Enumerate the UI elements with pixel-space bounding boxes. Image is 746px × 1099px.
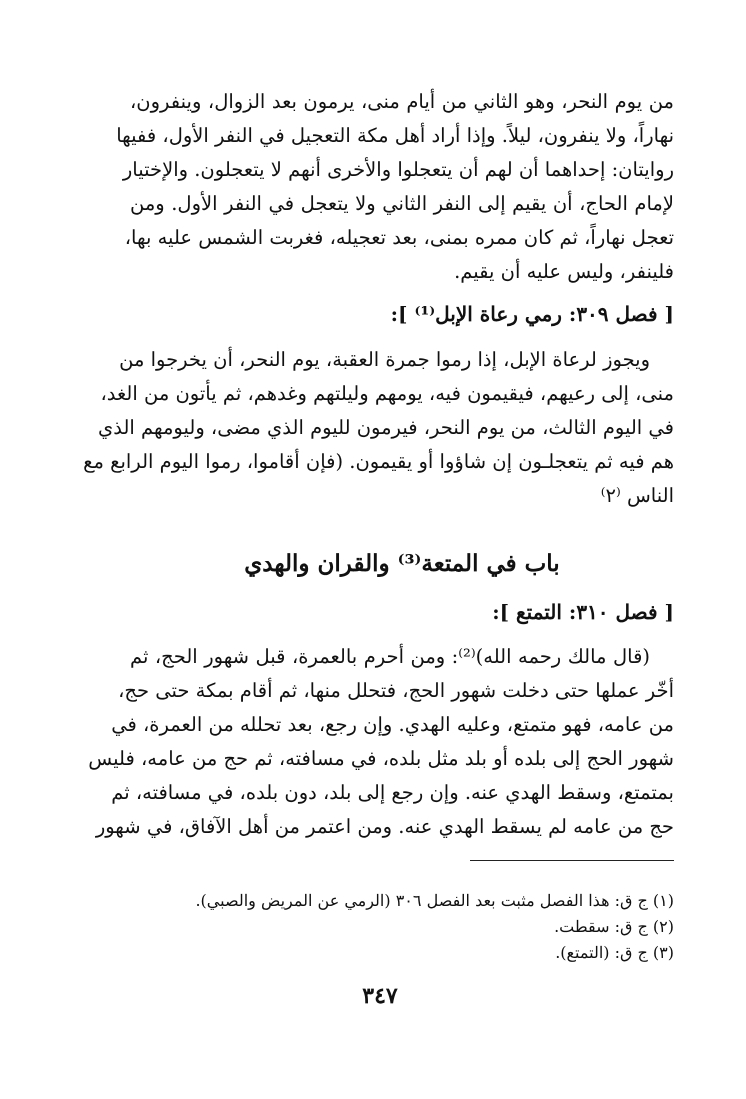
- text-line: من يوم النحر، وهو الثاني من أيام منى، يرمون بعد الزوال، وينفرون،: [130, 90, 674, 113]
- text-line: روايتان: إحداهما أن لهم أن يتعجلوا والأخرى أنهم لا يتعجلون. والإختيار: [122, 158, 674, 181]
- footnote-1: (١) ج ق: هذا الفصل مثبت بعد الفصل ٣٠٦ (الرمي عن المريض والصبي).: [195, 891, 674, 910]
- footnote-divider: [470, 860, 674, 861]
- section-heading-309: [ فصل ٣٠٩: رمي رعاة الإبل⁽¹⁾ ]:: [390, 302, 674, 326]
- text-line: منى، إلى رعيهم، فيقيمون فيه، يومهم وليلتهم وغدهم، ثم يأتون من الغد،: [100, 382, 674, 405]
- text-line: شهور الحج إلى بلده أو بلد مثل بلده، في مسافته، ثم حج من عامه، فليس: [88, 747, 674, 770]
- footnote-2: (٢) ج ق: سقطت.: [554, 917, 674, 936]
- footnote-3: (٣) ج ق: (التمتع).: [555, 943, 674, 962]
- text-line: أخّر عملها حتى دخلت شهور الحج، فتحلل منها، ثم أقام بمكة حتى حج،: [118, 679, 674, 702]
- text-line: هم فيه ثم يتعجلـون إن شاؤوا أو يقيمون. (فإن أقاموا، رموا اليوم الرابع مع: [83, 450, 674, 473]
- chapter-title: باب في المتعة⁽³⁾ والقران والهدي: [244, 550, 560, 577]
- text-line: تعجل نهاراً، ثم كان ممره بمنى، بعد تعجيله، فغربت الشمس عليه بها،: [124, 226, 674, 249]
- text-line: بمتمتع، وسقط الهدي عنه. وإن رجع إلى بلد، دون بلده، في مسافته، ثم: [111, 781, 674, 804]
- section-heading-310: [ فصل ٣١٠: التمتع ]:: [492, 600, 674, 624]
- text-line: فلينفر، وليس عليه أن يقيم.: [454, 260, 674, 283]
- text-line: في اليوم الثالث، من يوم النحر، فيرمون لليوم الذي مضى، وليومهم الذي: [97, 416, 674, 439]
- text-line: حج من عامه لم يسقط الهدي عنه. ومن اعتمر من أهل الآفاق، في شهور: [95, 815, 674, 838]
- text-line: من عامه، فهو متمتع، وعليه الهدي. وإن رجع، بعد تحلله من العمرة، في: [111, 713, 674, 736]
- page-number: ٣٤٧: [362, 983, 398, 1009]
- text-line: (قال مالك رحمه الله)⁽²⁾: ومن أحرم بالعمرة، قبل شهور الحج، ثم: [130, 645, 650, 668]
- text-line: نهاراً، ولا ينفرون، ليلاً. وإذا أراد أهل مكة التعجيل في النفر الأول، ففيها: [116, 124, 674, 147]
- text-line: لإمام الحاج، أن يقيم إلى النفر الثاني ولا يتعجل في النفر الأول. ومن: [130, 192, 674, 215]
- text-line: الناس ⁽٢⁾: [600, 484, 674, 507]
- text-line: ويجوز لرعاة الإبل، إذا رموا جمرة العقبة، يوم النحر، أن يخرجوا من: [119, 348, 650, 371]
